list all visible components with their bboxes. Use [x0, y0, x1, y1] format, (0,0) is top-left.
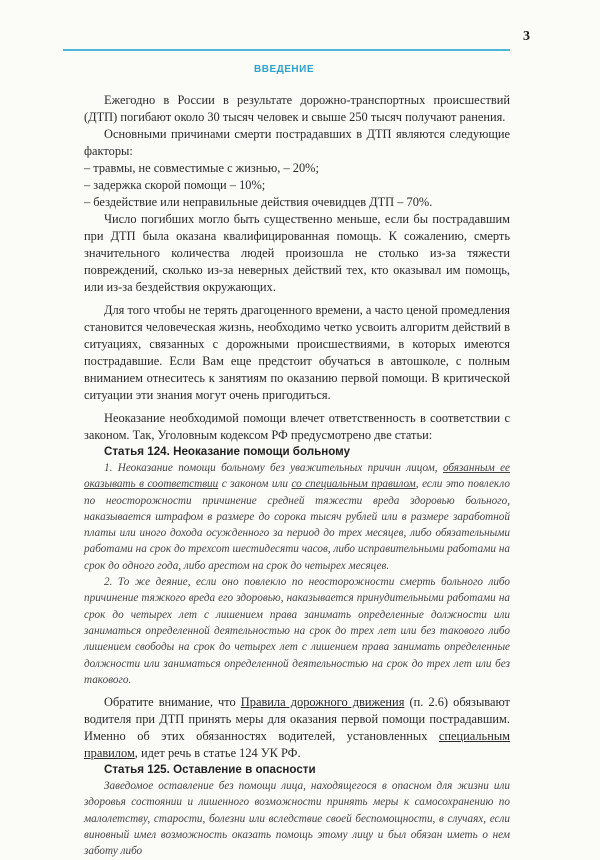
header-rule: [63, 49, 510, 51]
paragraph-victims: Число погибших могло быть существенно меньше, если бы пострадавшим при ДТП была оказана квалифицированная помощь. К сожалению, смерть значительного количества людей произошла не столько из-за тяжести повреждений, сколько из-за неверных действий тех, кто оказывал им помощь, или из-за бездействия окружающих.: [84, 212, 510, 294]
page-number: 3: [523, 29, 530, 44]
list-item: – бездействие или неправильные действия очевидцев ДТП – 70%.: [84, 195, 433, 209]
list-item: – травмы, не совместимые с жизнью, – 20%;: [84, 161, 319, 175]
article-125-title: Статья 125. Оставление в опасности: [104, 763, 316, 777]
paragraph-algorithm: Для того чтобы не терять драгоценного времени, а часто ценой промедления становится человеческая жизнь, необходимо четко усвоить алгоритм действий в ситуациях, связанных с дорожными происшествиями, в которых имеются пострадавшие. Если Вам еще предстоит обучаться в автошколе, с полным вниманием отнеситесь к занятиям по оказанию первой помощи. В критической ситуации эти знания могут очень пригодиться.: [84, 303, 510, 402]
paragraph-responsibility: Неоказание необходимой помощи влечет ответственность в соответствии с законом. Так, Уголовным кодексом РФ предусмотрено две статьи:: [84, 411, 510, 442]
paragraph-causes-intro: Основными причинами смерти пострадавших в ДТП являются следующие факторы:: [84, 127, 510, 158]
article-125-text: Заведомое оставление без помощи лица, находящегося в опасном для жизни или здоровья состоянии и лишенного возможности принять меры к самосохранению по малолетству, старости, болезни или вследствие своей беспомощности, в случаях, если виновный имел возможность оказать помощь этому лицу и был обязан иметь о нем заботу либо: [84, 780, 510, 858]
article-124-clause-2: 2. То же деяние, если оно повлекло по неосторожности смерть больного либо причинение тяжкого вреда его здоровью, наказывается принудительными работами на срок до четырех лет с лишением права занимать определенные должности или заниматься определенной деятельностью на срок до трех лет или без такового либо лишением свободы на срок до четырех лет с лишением права занимать определенные должности или заниматься определенной деятельностью на срок до трех лет или без такового.: [84, 576, 510, 686]
paragraph-notice: Обратите внимание, что Правила дорожного движения (п. 2.6) обязывают водителя при ДТП принять меры для оказания первой помощи пострадавшим. Именно об этих обязанностях водителей, установленных специальным правилом, идет речь в статье 124 УК РФ.: [84, 695, 510, 761]
paragraph-statistics: Ежегодно в России в результате дорожно-транспортных происшествий (ДТП) погибают около 30 тысяч человек и свыше 250 тысяч получают ранения.: [84, 93, 510, 124]
section-heading: ВВЕДЕНИЕ: [254, 64, 314, 75]
body-text: [84, 92, 510, 860]
article-124-title: Статья 124. Неоказание помощи больному: [104, 445, 351, 458]
list-item: – задержка скорой помощи – 10%;: [84, 178, 266, 192]
article-124-clause-1: 1. Неоказание помощи больному без уважительных причин лицом, обязанным ее оказывать в соответствии с законом или со специальным правилом, если это повлекло по неосторожности причинение средней тяжести вреда здоровью больного, наказывается штрафом в размере до сорока тысяч рублей или в размере заработной платы или иного дохода осужденного за период до трех месяцев, либо обязательными работами на срок до трехсот шестидесяти часов, либо исправительными работами на срок до одного года, либо арестом на срок до четырех месяцев.: [84, 462, 511, 572]
